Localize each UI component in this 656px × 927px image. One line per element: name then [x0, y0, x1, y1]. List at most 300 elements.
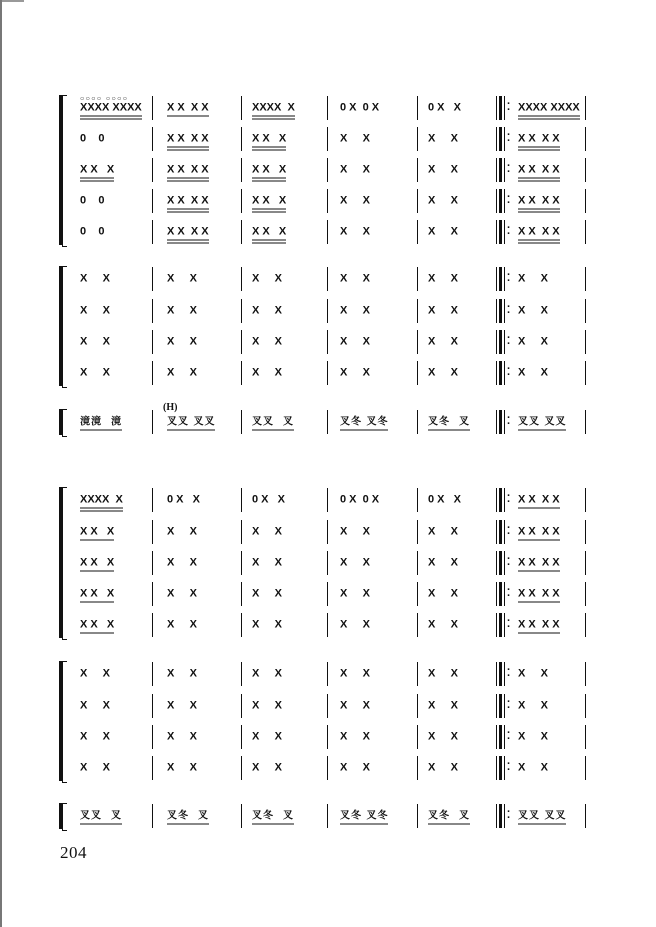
rhythm-notation: XXXX X: [80, 493, 123, 506]
rhythm-notation: X X: [167, 525, 197, 538]
beam-line: [167, 178, 209, 179]
bar-line: [327, 220, 328, 244]
bar-line: [327, 267, 328, 291]
rhythm-cell: [80, 133, 104, 146]
repeat-dots: · ·: [507, 222, 511, 240]
section-mark: (H): [163, 402, 178, 413]
rhythm-notation: X X: [340, 556, 370, 569]
repeat-barline-thick: [499, 756, 502, 780]
rhythm-notation: X X: [428, 163, 458, 176]
beam-line: [167, 824, 209, 825]
bar-line: [585, 694, 586, 718]
repeat-barline-thin: [504, 299, 505, 323]
bar-line: [585, 520, 586, 544]
beam-line: [80, 119, 142, 120]
rhythm-cell: [340, 810, 388, 823]
rhythm-cell: [518, 102, 580, 115]
repeat-dots: · ·: [507, 584, 511, 602]
rhythm-cell: [80, 195, 104, 208]
repeat-dots: · ·: [507, 522, 511, 540]
repeat-dots: · ·: [507, 129, 511, 147]
rhythm-notation: X X: [252, 304, 282, 317]
bar-line: [585, 361, 586, 385]
staff-group-bracket: [59, 661, 62, 781]
rhythm-notation: X X: [428, 618, 458, 631]
rhythm-notation: X X: [518, 304, 548, 317]
repeat-barline-thin: [504, 582, 505, 606]
bar-line: [241, 299, 242, 323]
rhythm-notation: 0 X X: [428, 101, 462, 114]
repeat-dots: · ·: [507, 806, 511, 824]
system-bracket: [62, 487, 67, 640]
rhythm-cell: [80, 367, 110, 380]
rhythm-cell: [518, 700, 548, 713]
rhythm-cell: [518, 416, 566, 429]
rhythm-notation: 0 0: [80, 132, 105, 145]
beam-line: [80, 511, 123, 512]
bar-line: [585, 267, 586, 291]
beam-line: [167, 240, 209, 241]
bar-line: [417, 220, 418, 244]
rhythm-notation: X X X X: [518, 132, 560, 145]
rhythm-notation: 叉叉 叉叉: [518, 416, 567, 428]
rhythm-cell: [340, 619, 370, 632]
rhythm-cell: [167, 164, 209, 177]
beam-line: [80, 181, 114, 182]
bar-line: [585, 488, 586, 512]
rhythm-cell: [340, 557, 370, 570]
repeat-barline-thin: [504, 756, 505, 780]
rhythm-cell: [252, 164, 286, 177]
rhythm-cell: [428, 619, 458, 632]
rhythm-notation: X X: [340, 272, 370, 285]
rhythm-notation: X X: [428, 304, 458, 317]
rhythm-cell: [428, 164, 458, 177]
bar-line: [417, 725, 418, 749]
beam-line: [518, 212, 560, 213]
rhythm-notation: X X: [340, 699, 370, 712]
rhythm-cell: [80, 588, 114, 601]
bar-line: [152, 582, 153, 606]
rhythm-cell: [80, 619, 114, 632]
rhythm-cell: [428, 494, 461, 507]
rhythm-notation: X X X X: [167, 132, 209, 145]
rhythm-notation: X X: [428, 525, 458, 538]
beam-line: [428, 430, 470, 431]
rhythm-notation: X X X X: [518, 556, 560, 569]
rhythm-cell: [340, 367, 370, 380]
repeat-barline-thin: [504, 410, 505, 434]
beam-line: [252, 824, 294, 825]
rhythm-notation: X X: [518, 667, 548, 680]
rhythm-notation: X X: [428, 366, 458, 379]
repeat-barline-thick: [499, 96, 502, 120]
page-number: 204: [60, 843, 87, 862]
bar-line: [585, 189, 586, 213]
rhythm-notation: X X: [252, 525, 282, 538]
rhythm-notation: X X: [167, 304, 197, 317]
bar-line: [585, 551, 586, 575]
rhythm-notation: X X: [518, 761, 548, 774]
bar-line: [327, 662, 328, 686]
repeat-dots: · ·: [507, 363, 511, 381]
rhythm-cell: [340, 273, 370, 286]
beam-line: [518, 633, 560, 634]
rhythm-notation: X X: [252, 667, 282, 680]
rhythm-notation: X X X X: [518, 525, 560, 538]
rhythm-cell: [518, 367, 548, 380]
bar-line: [417, 520, 418, 544]
bar-line: [585, 158, 586, 182]
rhythm-notation: X X: [340, 525, 370, 538]
rhythm-notation: 0 X X: [167, 493, 201, 506]
rhythm-notation: 0 X 0 X: [340, 101, 380, 114]
rhythm-cell: [428, 526, 458, 539]
rhythm-notation: X X: [167, 587, 197, 600]
rhythm-notation: X X X: [80, 618, 115, 631]
rhythm-notation: X X: [340, 618, 370, 631]
rhythm-notation: X X: [167, 335, 197, 348]
rhythm-notation: X X: [80, 335, 110, 348]
rhythm-notation: X X: [167, 730, 197, 743]
staff-group-bracket: [59, 409, 62, 435]
bar-line: [241, 520, 242, 544]
rhythm-notation: X X X X: [518, 618, 560, 631]
repeat-barline-thin: [496, 582, 497, 606]
rhythm-notation: X X: [167, 366, 197, 379]
rhythm-notation: X X: [518, 335, 548, 348]
rhythm-cell: [428, 133, 458, 146]
rhythm-notation: X X: [167, 667, 197, 680]
rhythm-cell: [167, 416, 215, 429]
repeat-dots: · ·: [507, 727, 511, 745]
bar-line: [152, 361, 153, 385]
repeat-barline-thick: [499, 551, 502, 575]
rhythm-cell: [167, 367, 197, 380]
rhythm-cell: [252, 494, 285, 507]
bar-line: [152, 158, 153, 182]
rhythm-cell: [167, 762, 197, 775]
rhythm-notation: X X X: [252, 225, 287, 238]
rhythm-cell: [518, 305, 548, 318]
rhythm-notation: X X: [428, 667, 458, 680]
repeat-barline-thick: [499, 725, 502, 749]
beam-line: [80, 508, 123, 509]
rhythm-cell: [252, 133, 286, 146]
repeat-barline-thin: [496, 267, 497, 291]
bar-line: [417, 299, 418, 323]
bar-line: [152, 804, 153, 828]
rhythm-cell: [340, 133, 370, 146]
beam-line: [518, 150, 560, 151]
rhythm-cell: [80, 305, 110, 318]
rhythm-cell: [518, 494, 560, 507]
bar-line: [241, 220, 242, 244]
rhythm-notation: X X X X: [167, 194, 209, 207]
rhythm-cell: [167, 557, 197, 570]
rhythm-cell: [252, 336, 282, 349]
rhythm-cell: [518, 762, 548, 775]
bar-line: [417, 756, 418, 780]
rhythm-notation: X X: [428, 335, 458, 348]
rhythm-notation: X X: [428, 761, 458, 774]
repeat-barline-thin: [496, 330, 497, 354]
repeat-barline-thin: [496, 756, 497, 780]
repeat-dots: · ·: [507, 553, 511, 571]
bar-line: [327, 551, 328, 575]
beam-line: [252, 209, 286, 210]
bar-line: [241, 361, 242, 385]
bar-line: [417, 330, 418, 354]
repeat-barline-thin: [496, 551, 497, 575]
beam-line: [518, 116, 580, 117]
rhythm-notation: X X: [340, 667, 370, 680]
rhythm-cell: [252, 700, 282, 713]
rhythm-cell: [340, 195, 370, 208]
beam-line: [167, 243, 209, 244]
beam-line: [80, 116, 142, 117]
rhythm-cell: [167, 526, 197, 539]
system-bracket: [62, 661, 67, 783]
repeat-barline-thick: [499, 220, 502, 244]
rhythm-notation: X X: [340, 132, 370, 145]
rhythm-notation: X X: [80, 304, 110, 317]
beam-line: [167, 209, 209, 210]
rhythm-notation: 叉冬 叉: [252, 810, 294, 822]
repeat-dots: · ·: [507, 615, 511, 633]
rhythm-cell: [252, 588, 282, 601]
rhythm-cell: [340, 102, 379, 115]
bar-line: [327, 694, 328, 718]
bar-line: [152, 756, 153, 780]
rhythm-cell: [340, 164, 370, 177]
bar-line: [585, 725, 586, 749]
rhythm-notation: X X X X: [167, 225, 209, 238]
beam-line: [167, 150, 209, 151]
rhythm-cell: [252, 226, 286, 239]
bar-line: [585, 582, 586, 606]
rhythm-cell: [80, 810, 122, 823]
bar-line: [241, 189, 242, 213]
repeat-barline-thin: [496, 158, 497, 182]
rhythm-cell: [518, 226, 560, 239]
beam-line: [252, 240, 286, 241]
repeat-barline-thin: [496, 725, 497, 749]
rhythm-cell: [518, 273, 548, 286]
repeat-barline-thick: [499, 694, 502, 718]
rhythm-cell: [340, 416, 388, 429]
rhythm-notation: X X: [428, 587, 458, 600]
rhythm-cell: [428, 557, 458, 570]
rhythm-notation: X X X: [252, 132, 287, 145]
bar-line: [241, 613, 242, 637]
bar-line: [417, 96, 418, 120]
rhythm-notation: X X: [428, 132, 458, 145]
beam-line: [80, 430, 122, 431]
rhythm-cell: [428, 700, 458, 713]
beam-line: [252, 178, 286, 179]
bar-line: [585, 220, 586, 244]
rhythm-cell: [428, 668, 458, 681]
bar-line: [585, 127, 586, 151]
bar-line: [585, 410, 586, 434]
bar-line: [241, 330, 242, 354]
rhythm-notation: X X: [252, 761, 282, 774]
beam-line: [80, 633, 114, 634]
repeat-barline-thin: [504, 96, 505, 120]
rhythm-cell: [80, 226, 104, 239]
bar-line: [241, 488, 242, 512]
rhythm-cell: [428, 762, 458, 775]
repeat-dots: · ·: [507, 191, 511, 209]
rhythm-notation: X X: [80, 730, 110, 743]
rhythm-cell: [518, 526, 560, 539]
beam-line: [80, 602, 114, 603]
rhythm-notation: X X: [80, 667, 110, 680]
beam-line: [80, 824, 122, 825]
rhythm-notation: X X: [340, 335, 370, 348]
rhythm-cell: [167, 619, 197, 632]
bar-line: [241, 96, 242, 120]
rhythm-notation: X X: [252, 335, 282, 348]
rhythm-cell: [167, 195, 209, 208]
rhythm-cell: [167, 810, 209, 823]
bar-line: [152, 488, 153, 512]
bar-line: [327, 361, 328, 385]
rhythm-cell: [252, 619, 282, 632]
repeat-barline-thick: [499, 662, 502, 686]
rhythm-cell: [340, 526, 370, 539]
repeat-barline-thin: [504, 520, 505, 544]
rhythm-cell: [167, 494, 200, 507]
bar-line: [241, 410, 242, 434]
bar-line: [327, 127, 328, 151]
rhythm-notation: X X: [428, 699, 458, 712]
beam-line: [80, 178, 114, 179]
rhythm-notation: X X X: [80, 163, 115, 176]
rhythm-notation: X X: [167, 699, 197, 712]
rhythm-notation: X X: [252, 556, 282, 569]
rhythm-cell: [518, 731, 548, 744]
repeat-barline-thin: [496, 488, 497, 512]
rhythm-notation: X X X X: [518, 225, 560, 238]
rhythm-cell: [340, 731, 370, 744]
repeat-barline-thick: [499, 410, 502, 434]
rhythm-cell: [167, 336, 197, 349]
rhythm-cell: [252, 731, 282, 744]
bar-line: [327, 520, 328, 544]
bar-line: [327, 725, 328, 749]
rhythm-notation: X X: [340, 163, 370, 176]
rhythm-notation: 叉冬 叉冬: [340, 810, 389, 822]
bar-line: [585, 330, 586, 354]
rhythm-notation: X X: [80, 699, 110, 712]
rhythm-cell: [340, 700, 370, 713]
bar-line: [241, 662, 242, 686]
bar-line: [417, 410, 418, 434]
bar-line: [241, 582, 242, 606]
repeat-barline-thin: [504, 488, 505, 512]
rhythm-notation: X X X X: [167, 101, 209, 114]
repeat-barline-thick: [499, 330, 502, 354]
beam-line: [167, 116, 209, 117]
bar-line: [417, 127, 418, 151]
rhythm-notation: X X: [252, 272, 282, 285]
rhythm-cell: [252, 557, 282, 570]
beam-line: [252, 212, 286, 213]
rhythm-cell: [80, 731, 110, 744]
repeat-barline-thin: [504, 158, 505, 182]
rhythm-notation: X X: [167, 272, 197, 285]
repeat-barline-thin: [496, 410, 497, 434]
circle-marks: ○○○○ ○○○○: [80, 95, 129, 103]
rhythm-cell: [252, 367, 282, 380]
rhythm-cell: [252, 810, 294, 823]
beam-line: [518, 430, 566, 431]
repeat-barline-thick: [499, 582, 502, 606]
rhythm-notation: X X: [340, 761, 370, 774]
rhythm-cell: [428, 416, 470, 429]
rhythm-notation: 滰滰 滰: [80, 416, 122, 428]
rhythm-cell: [80, 557, 114, 570]
beam-line: [167, 212, 209, 213]
repeat-barline-thin: [496, 220, 497, 244]
rhythm-cell: [252, 762, 282, 775]
bar-line: [152, 725, 153, 749]
rhythm-notation: 0 X X: [252, 493, 286, 506]
repeat-barline-thin: [504, 613, 505, 637]
repeat-barline-thin: [504, 361, 505, 385]
staff-group-bracket: [59, 487, 62, 638]
bar-line: [327, 804, 328, 828]
repeat-barline-thin: [504, 551, 505, 575]
rhythm-notation: X X X: [80, 587, 115, 600]
beam-line: [518, 508, 560, 509]
beam-line: [428, 824, 470, 825]
bar-line: [152, 662, 153, 686]
rhythm-notation: XXXX XXXX: [518, 101, 580, 114]
rhythm-notation: X X: [80, 272, 110, 285]
rhythm-notation: 叉冬 叉冬: [340, 416, 389, 428]
rhythm-notation: X X: [428, 194, 458, 207]
rhythm-notation: X X X X: [518, 587, 560, 600]
rhythm-cell: [80, 95, 142, 115]
rhythm-notation: X X: [340, 194, 370, 207]
repeat-barline-thin: [496, 662, 497, 686]
beam-line: [252, 243, 286, 244]
repeat-barline-thick: [499, 488, 502, 512]
bar-line: [152, 189, 153, 213]
system-bracket: [62, 409, 67, 437]
rhythm-cell: [80, 416, 122, 429]
rhythm-cell: [167, 731, 197, 744]
bar-line: [417, 582, 418, 606]
bar-line: [241, 158, 242, 182]
bar-line: [417, 662, 418, 686]
rhythm-cell: [167, 668, 197, 681]
rhythm-notation: 叉叉 叉叉: [518, 810, 567, 822]
bar-line: [417, 551, 418, 575]
repeat-dots: · ·: [507, 490, 511, 508]
rhythm-cell: [428, 305, 458, 318]
rhythm-notation: X X: [518, 730, 548, 743]
rhythm-cell: [167, 305, 197, 318]
rhythm-notation: X X: [518, 272, 548, 285]
repeat-barline-thin: [496, 96, 497, 120]
beam-line: [167, 147, 209, 148]
repeat-barline-thin: [504, 267, 505, 291]
rhythm-cell: [340, 336, 370, 349]
